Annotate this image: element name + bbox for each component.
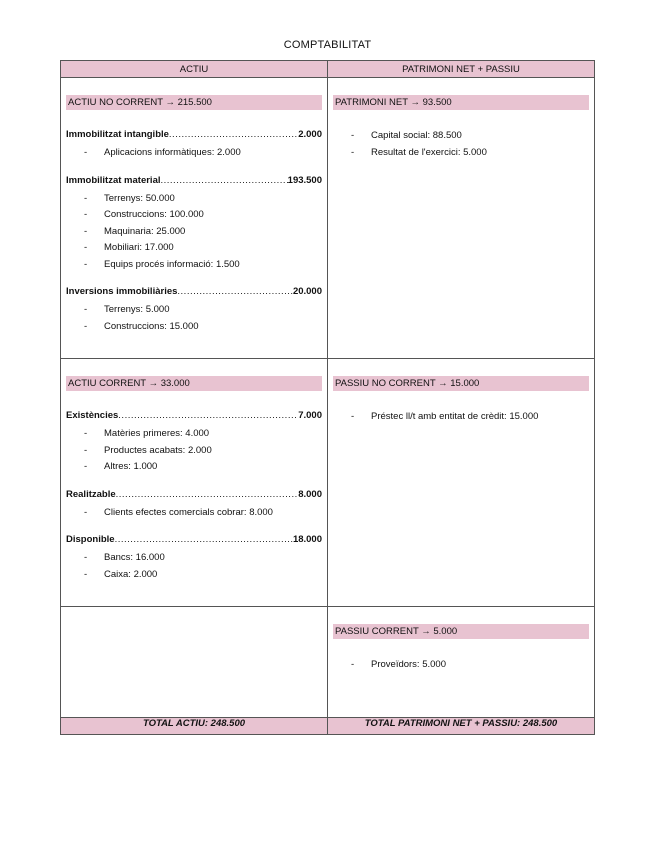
list-item: - Terrenys: 5.000 [84,304,170,315]
list-item: - Construccions: 100.000 [84,209,204,220]
balance-sheet-table [60,60,595,735]
list-item: - Clients efectes comercials cobrar: 8.000 [84,506,273,518]
group-value: 18.000 [292,534,322,545]
item-text: Resultat de l'exercici: 5.000 [371,146,487,158]
item-text: Productes acabats: 2.000 [104,444,212,456]
item-text: Mobiliari: 17.000 [104,242,174,253]
list-item: - Mobiliari: 17.000 [84,242,174,253]
group-disponible [66,533,322,583]
group-realitzable [66,488,322,522]
group-heading [66,285,322,299]
patrimoni-net-cell [328,78,595,359]
group-value: 193.500 [287,174,322,186]
item-text: Caixa: 2.000 [104,568,158,580]
group-heading [66,174,322,188]
actiu-no-corrent-cell [61,78,328,359]
list-item: - Equips procés informació: 1.500 [84,258,240,270]
list-item: - Caixa: 2.000 [84,568,158,580]
item-text: Altres: 1.000 [104,461,158,472]
list-item: - Aplicacions informàtiques: 2.000 [84,147,241,158]
passiu-no-corrent-cell [328,359,595,607]
group-heading [66,128,322,142]
group-value: 20.000 [292,286,322,297]
leader-dots [115,533,293,547]
list-item: - Maquinaria: 25.000 [84,225,186,237]
actiu-corrent-cell [61,359,328,607]
list-item: - Terrenys: 50.000 [84,192,175,204]
passiu-corrent-row [61,607,595,718]
item-text: Clients efectes comercials cobrar: 8.000 [104,506,273,518]
group-name: Inversions immobiliàries [66,286,178,297]
item-text: Capital social: 88.500 [371,130,462,141]
document-title: COMPTABILITAT [283,39,372,51]
group-immobilitzat-intangible [66,128,322,162]
group-immobilitzat-material [66,174,322,274]
passiu-header: PATRIMONI NET + PASSIU [328,61,595,78]
header-row [61,61,595,78]
group-heading [66,533,322,547]
item-text: Construccions: 100.000 [104,209,204,220]
list-item: - Préstec ll/t amb entitat de crèdit: 15.000 [351,411,539,422]
leader-dots [116,488,299,502]
item-text: Bancs: 16.000 [104,552,165,563]
current-row [61,359,595,607]
total-passiu: TOTAL PATRIMONI NET + PASSIU: 248.500 [328,718,595,735]
item-text: Terrenys: 50.000 [104,192,175,204]
group-heading [66,488,322,502]
item-text: Matèries primeres: 4.000 [104,428,210,439]
patrimoni-net-title: PATRIMONI NET → 93.500 [333,95,589,110]
list-item: - Matèries primeres: 4.000 [84,428,210,439]
group-existencies [66,409,322,476]
group-value: 7.000 [298,410,322,421]
list-item: - Productes acabats: 2.000 [84,444,212,456]
list-item: - Proveïdors: 5.000 [351,659,446,670]
actiu-header: ACTIU [61,61,328,78]
actiu-corrent-title: ACTIU CORRENT → 33.000 [66,376,322,391]
list-item: - Capital social: 88.500 [351,130,462,141]
group-inversions-immobiliaries [66,285,322,335]
passiu-corrent-cell [328,607,595,718]
group-name: Disponible [66,534,115,545]
group-name: Realitzable [66,488,116,500]
item-text: Aplicacions informàtiques: 2.000 [104,147,241,158]
item-text: Construccions: 15.000 [104,320,199,332]
group-value: 8.000 [298,488,322,500]
non-current-row [61,78,595,359]
item-text: Equips procés informació: 1.500 [104,258,240,270]
total-actiu: TOTAL ACTIU: 248.500 [61,718,328,735]
list-item: - Resultat de l'exercici: 5.000 [351,146,487,158]
item-text: Maquinaria: 25.000 [104,225,186,237]
leader-dots [118,409,298,423]
leader-dots [169,128,298,142]
list-item: - Altres: 1.000 [84,461,158,472]
list-item: - Construccions: 15.000 [84,320,199,332]
group-name: Existències [66,410,119,421]
actiu-no-corrent-title: ACTIU NO CORRENT → 215.500 [66,95,322,110]
totals-row [61,718,595,735]
group-heading [66,409,322,423]
group-name: Immobilitzat material [66,174,161,186]
list-item: - Bancs: 16.000 [84,552,165,563]
item-text: Terrenys: 5.000 [104,304,170,315]
item-text: Préstec ll/t amb entitat de crèdit: 15.000 [371,411,539,422]
passiu-corrent-title: PASSIU CORRENT → 5.000 [333,624,589,639]
leader-dots [177,285,293,299]
passiu-no-corrent-title: PASSIU NO CORRENT → 15.000 [333,376,589,391]
group-value: 2.000 [298,129,322,140]
leader-dots [161,174,288,188]
item-text: Proveïdors: 5.000 [371,659,446,670]
group-name: Immobilitzat intangible [66,129,169,140]
empty-cell [61,607,328,718]
